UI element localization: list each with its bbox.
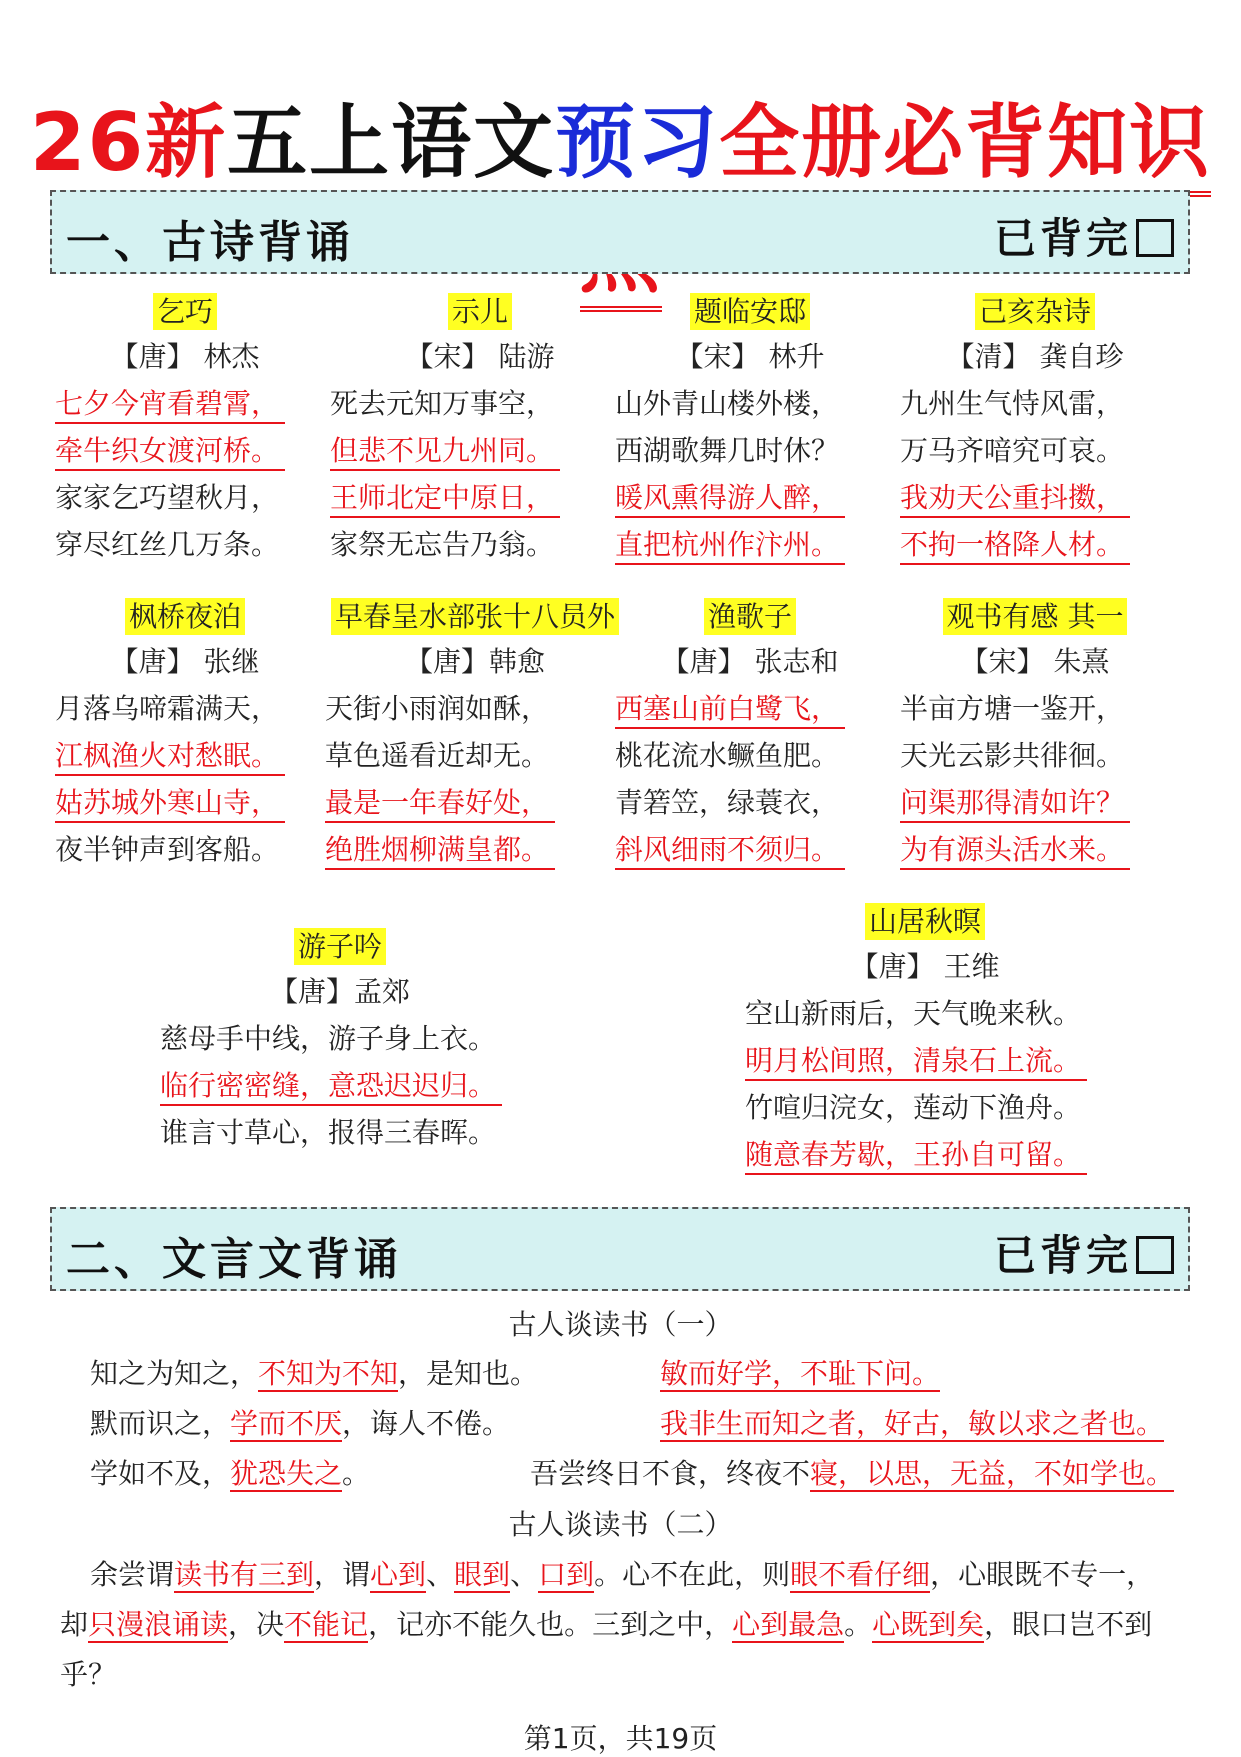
- poem-line: 家祭无忘告乃翁。: [330, 528, 555, 561]
- prose-title-1: 古人谈读书（一）: [508, 1308, 733, 1341]
- section-header-prose: [50, 1207, 1190, 1291]
- page-title: [0, 78, 1241, 188]
- poem: [900, 595, 1170, 873]
- status-label: 已背完: [994, 206, 1174, 266]
- poem-line: 暖风熏得游人醉，: [615, 474, 885, 521]
- poem-line: 万马齐喑究可哀。: [900, 434, 1125, 467]
- poem-title: 己亥杂诗: [900, 290, 1170, 334]
- poem-line: 谁言寸草心，报得三春晖。: [160, 1116, 497, 1149]
- poem-title: 渔歌子: [615, 595, 885, 639]
- poem: [615, 595, 885, 873]
- poem: [900, 290, 1170, 568]
- poem-line: 不拘一格降人材。: [900, 521, 1170, 568]
- poem-title: 示儿: [330, 290, 630, 334]
- poem-line: 问渠那得清如许？: [900, 779, 1170, 826]
- poem-author: 【唐】 张继: [110, 645, 260, 678]
- checkbox[interactable]: [1136, 1236, 1174, 1274]
- poem-line: 夜半钟声到客船。: [55, 833, 280, 866]
- poem-line: 月落乌啼霜满天，: [55, 692, 280, 725]
- poem-line: 天光云影共徘徊。: [900, 739, 1125, 772]
- poem-line: 牵牛织女渡河桥。: [55, 427, 315, 474]
- page-footer: 第1页，共19页: [523, 1722, 718, 1755]
- poem-line: 我劝天公重抖擞，: [900, 474, 1170, 521]
- poem-author: 【唐】韩愈: [404, 645, 545, 678]
- poem-author: 【唐】 王维: [850, 950, 1000, 983]
- title-part-4: 全册必背知识: [580, 96, 1212, 312]
- prose-line: 敏而好学，不耻下问。: [660, 1357, 941, 1390]
- poem-line: 为有源头活水来。: [900, 826, 1170, 873]
- poem-line: 江枫渔火对愁眠。: [55, 732, 315, 779]
- poem-line: 空山新雨后，天气晚来秋。: [745, 997, 1082, 1030]
- poem-author: 【宋】 朱熹: [960, 645, 1110, 678]
- prose-line: 知之为知之，不知为不知，是知也。: [90, 1357, 539, 1390]
- poem-author: 【清】 龚自珍: [946, 340, 1124, 373]
- title-part-3: 预习: [555, 96, 720, 189]
- poem: [330, 290, 630, 568]
- poem-title: 乞巧: [55, 290, 315, 334]
- title-part-2: 五上语文: [227, 96, 556, 189]
- section-heading: 二、文言文背诵: [66, 1234, 402, 1285]
- poem-line: 西塞山前白鹭飞，: [615, 685, 885, 732]
- poem: [160, 925, 520, 1156]
- poem-line: 桃花流水鳜鱼肥。: [615, 739, 840, 772]
- poem-line: 姑苏城外寒山寺，: [55, 779, 315, 826]
- poem-line: 死去元知万事空，: [330, 387, 555, 420]
- poem-line: 九州生气恃风雷，: [900, 387, 1125, 420]
- poem: [55, 595, 315, 873]
- poem-line: 最是一年春好处，: [325, 779, 625, 826]
- poem-line: 王师北定中原日，: [330, 474, 630, 521]
- poem-line: 山外青山楼外楼，: [615, 387, 840, 420]
- prose-line: 学如不及，犹恐失之。: [90, 1457, 371, 1490]
- poem-line: 竹喧归浣女，莲动下渔舟。: [745, 1091, 1082, 1124]
- poem-line: 七夕今宵看碧霄，: [55, 380, 315, 427]
- prose-line: 吾尝终日不食，终夜不寝，以思，无益，不如学也。: [530, 1457, 1175, 1490]
- poem: [55, 290, 315, 568]
- poem-title: 枫桥夜泊: [55, 595, 315, 639]
- poem-author: 【宋】 林升: [675, 340, 825, 373]
- section-heading: 一、古诗背诵: [66, 217, 354, 268]
- poem-author: 【宋】 陆游: [405, 340, 555, 373]
- poem-line: 随意春芳歇，王孙自可留。: [745, 1131, 1105, 1178]
- poem-line: 草色遥看近却无。: [325, 739, 550, 772]
- poem-line: 临行密密缝，意恐迟迟归。: [160, 1062, 520, 1109]
- checkbox[interactable]: [1136, 219, 1174, 257]
- poem-line: 西湖歌舞几时休？: [615, 434, 840, 467]
- poem-line: 斜风细雨不须归。: [615, 826, 885, 873]
- poem-title: 游子吟: [160, 925, 520, 969]
- poem-line: 穿尽红丝几万条。: [55, 528, 280, 561]
- prose-line: 默而识之，学而不厌，诲人不倦。: [90, 1407, 511, 1440]
- poem-line: 家家乞巧望秋月，: [55, 481, 280, 514]
- poem: [745, 900, 1105, 1178]
- poem-title: 山居秋暝: [745, 900, 1105, 944]
- poem-line: 慈母手中线，游子身上衣。: [160, 1022, 497, 1055]
- poem-line: 青箬笠，绿蓑衣，: [615, 786, 840, 819]
- prose-line: 我非生而知之者，好古，敏以求之者也。: [660, 1407, 1165, 1440]
- poem-line: 天街小雨润如酥，: [325, 692, 550, 725]
- prose-line: 乎？: [60, 1658, 117, 1691]
- poem-title: 早春呈水部张十八员外: [325, 595, 625, 639]
- status-label: 已背完: [994, 1223, 1174, 1283]
- prose-title-2: 古人谈读书（二）: [508, 1508, 733, 1541]
- poem-title: 题临安邸: [615, 290, 885, 334]
- poem-line: 明月松间照，清泉石上流。: [745, 1037, 1105, 1084]
- poem-line: 直把杭州作汴州。: [615, 521, 885, 568]
- prose-line: 余尝谓读书有三到，谓心到、眼到、口到。心不在此，则眼不看仔细，心眼既不专一，: [90, 1558, 1155, 1591]
- poem: [615, 290, 885, 568]
- prose-line: 却只漫浪诵读，决不能记，记亦不能久也。三到之中，心到最急。心既到矣，眼口岂不到: [60, 1608, 1153, 1641]
- poem-author: 【唐】 林杰: [110, 340, 260, 373]
- poem: [325, 595, 625, 873]
- poem-line: 绝胜烟柳满皇都。: [325, 826, 625, 873]
- poem-title: 观书有感 其一: [900, 595, 1170, 639]
- title-part-1: 26新: [29, 96, 228, 189]
- poem-author: 【唐】 张志和: [661, 645, 839, 678]
- poem-line: 半亩方塘一鉴开，: [900, 692, 1125, 725]
- poem-author: 【唐】孟郊: [269, 975, 410, 1008]
- poem-line: 但悲不见九州同。: [330, 427, 630, 474]
- section-header-poetry: [50, 190, 1190, 274]
